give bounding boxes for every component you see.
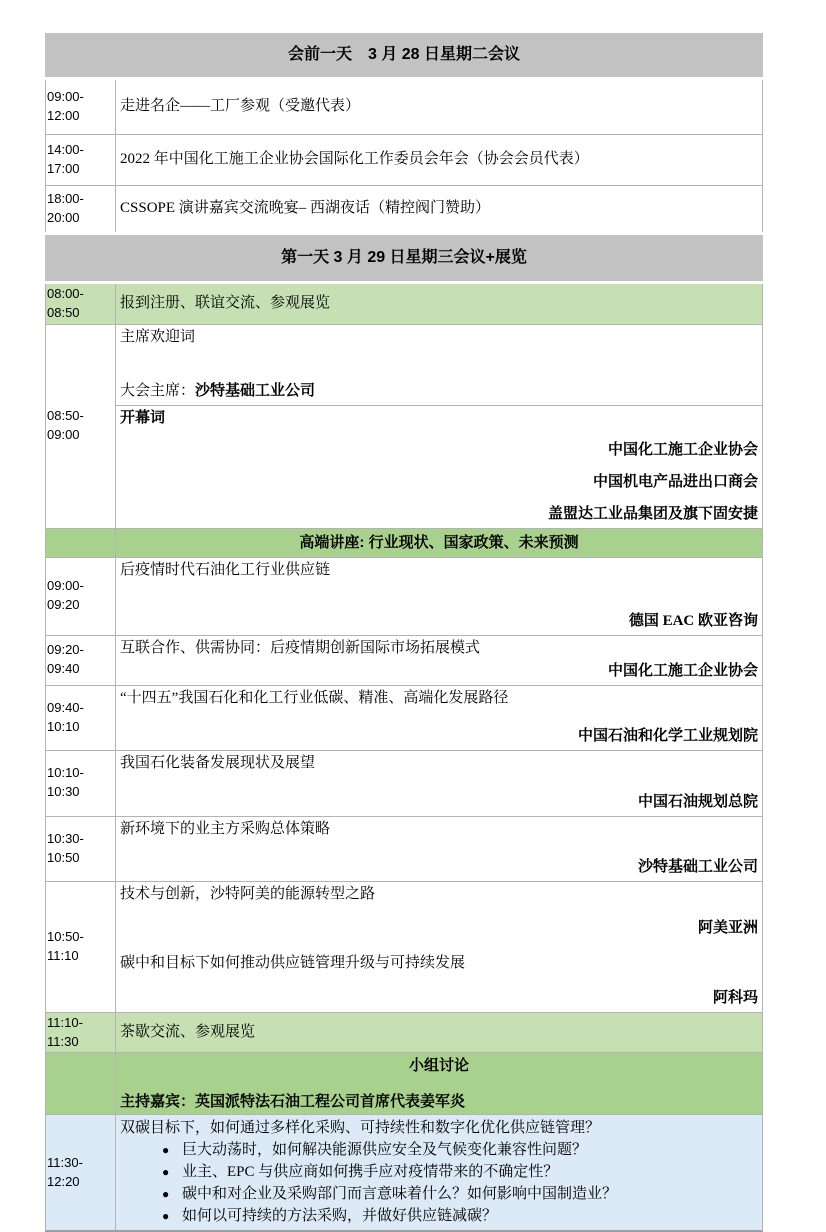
discussion-lead: 双碳目标下，如何通过多样化采购、可持续性和数字化优化供应链管理？ [120,1120,601,1137]
lecture-section-header: 高端讲座: 行业现状、国家政策、未来预测 [116,528,763,557]
opening-remarks-cell [116,405,763,528]
time-cell-empty [46,1053,116,1115]
org-name: 中国化工施工企业协会 [607,441,758,458]
discussion-cell [116,1115,763,1232]
event-text: 2022 年中国化工施工企业协会国际化工作委员会年会（协会会员代表） [116,135,763,186]
time-cell: 10:10-10:30 [46,750,116,816]
talk-title: 新环境下的业主方采购总体策略 [120,820,331,837]
bullet-icon: ● [162,1165,170,1180]
time-cell: 18:00-20:00 [46,186,116,234]
list-item [120,1139,758,1161]
list-item [120,1161,758,1183]
bullet-text: 如何以可持续的方法采购，并做好供应链减碳？ [182,1208,498,1225]
talk-speaker: 中国石油规划总院 [637,793,758,810]
talk-speaker: 中国化工施工企业协会 [607,662,758,679]
bullet-icon: ● [162,1209,170,1224]
time-cell: 10:50-11:10 [46,881,116,1012]
time-cell: 09:20-09:40 [46,635,116,685]
talk-cell [116,750,763,816]
conference-chair-line [120,381,758,403]
talk-title: 碳中和目标下如何推动供应链管理升级与可持续发展 [120,955,466,972]
talk-speaker: 沙特基础工业公司 [637,858,758,875]
time-cell-empty [46,528,116,557]
panel-host: 主持嘉宾：英国派特法石油工程公司首席代表姜军炎 [120,1092,466,1110]
section-header-day1: 第一天 3 月 29 日星期三会议+展览 [46,234,763,283]
discussion-list [120,1139,758,1227]
tea-break-text: 茶歇交流、参观展览 [116,1012,763,1053]
talk-cell-dual [116,881,763,1012]
time-cell: 10:30-10:50 [46,816,116,881]
time-cell: 09:00-12:00 [46,79,116,135]
talk-title: 我国石化装备发展现状及展望 [120,754,316,771]
time-cell: 11:10-11:30 [46,1012,116,1053]
talk-speaker: 德国 EAC 欧亚咨询 [628,612,758,629]
talk-title: 后疫情时代石油化工行业供应链 [120,561,331,578]
bullet-icon: ● [162,1143,170,1158]
talk-title: 互联合作、供需协同：后疫情期创新国际市场拓展模式 [120,639,481,656]
talk-cell [116,816,763,881]
talk-cell [116,557,763,635]
bullet-icon: ● [162,1187,170,1202]
opening-welcome-cell [116,324,763,405]
time-cell: 11:30-12:20 [46,1115,116,1232]
time-cell: 09:00-09:20 [46,557,116,635]
time-cell: 09:40-10:10 [46,685,116,750]
registration-text: 报到注册、联谊交流、参观展览 [116,283,763,325]
opening-title: 开幕词 [120,409,166,426]
talk-cell [116,685,763,750]
bullet-text: 业主、EPC 与供应商如何携手应对疫情带来的不确定性？ [182,1164,559,1181]
talk-title: “十四五”我国石化和化工行业低碳、精准、高端化发展路径 [120,689,509,706]
list-item [120,1205,758,1227]
bullet-text: 碳中和对企业及采购部门而言意味着什么？如何影响中国制造业？ [182,1186,618,1203]
list-item [120,1183,758,1205]
time-cell: 08:50-09:00 [46,324,116,528]
event-text: 走进名企——工厂参观（受邀代表） [116,79,763,135]
time-cell: 14:00-17:00 [46,135,116,186]
welcome-text: 主席欢迎词 [120,328,196,345]
talk-title: 技术与创新，沙特阿美的能源转型之路 [120,885,376,902]
org-name: 中国机电产品进出口商会 [592,473,758,490]
chair-name: 沙特基础工业公司 [195,382,316,399]
panel-cell [116,1053,763,1115]
panel-title: 小组讨论 [408,1057,469,1075]
talk-cell [116,635,763,685]
event-text: CSSOPE 演讲嘉宾交流晚宴– 西湖夜话（精控阀门赞助） [116,186,763,234]
chair-label: 大会主席： [120,382,196,399]
bullet-text: 巨大动荡时，如何解决能源供应安全及气候变化兼容性问题？ [182,1142,588,1159]
section-header-preday: 会前一天 3 月 28 日星期二会议 [46,32,763,79]
agenda-table [45,30,763,1232]
talk-speaker: 阿美亚洲 [697,920,758,937]
time-cell: 08:00-08:50 [46,283,116,325]
talk-speaker: 阿科玛 [712,989,758,1006]
org-name: 盖盟达工业品集团及旗下固安捷 [547,505,758,522]
talk-speaker: 中国石油和化学工业规划院 [577,727,758,744]
